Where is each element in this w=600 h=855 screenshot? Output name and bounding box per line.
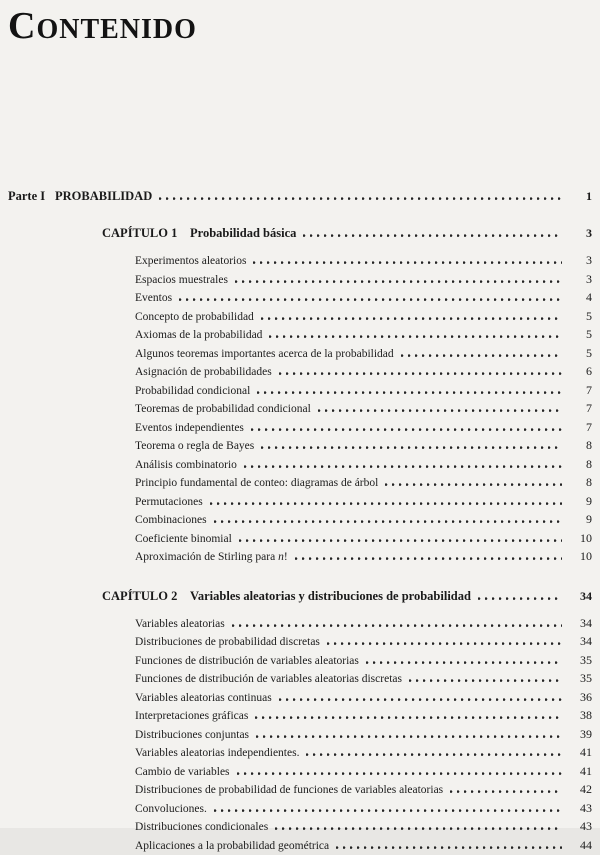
toc-item-row	[8, 382, 592, 401]
dot-leader	[261, 445, 562, 449]
toc-item-label: Asignación de probabilidades	[135, 364, 272, 382]
toc-item-label: Cambio de variables	[135, 764, 230, 782]
toc-item-row	[8, 511, 592, 530]
toc-item-row	[8, 252, 592, 271]
dot-leader	[159, 196, 562, 200]
toc-item-label: Distribuciones conjuntas	[135, 727, 249, 745]
dot-leader	[450, 789, 562, 793]
toc-item-page: 8	[566, 474, 592, 492]
toc-item-row	[8, 530, 592, 549]
toc-item-row	[8, 345, 592, 364]
toc-item-label: Algunos teoremas importantes acerca de la probabilidad	[135, 346, 394, 364]
toc-chapter	[8, 226, 592, 567]
toc-item-page: 8	[566, 437, 592, 455]
toc-item-page: 42	[566, 781, 592, 799]
dot-leader	[295, 556, 562, 560]
dot-leader	[253, 260, 562, 264]
toc-item-label: Probabilidad condicional	[135, 383, 250, 401]
dot-leader	[366, 660, 562, 664]
toc-item-row	[8, 633, 592, 652]
dot-leader	[478, 596, 562, 600]
page-title-initial: C	[8, 5, 36, 47]
toc-item-page: 8	[566, 456, 592, 474]
toc-item-page: 9	[566, 511, 592, 529]
dot-leader	[255, 715, 562, 719]
dot-leader	[256, 734, 562, 738]
toc-item-row	[8, 781, 592, 800]
toc-item-label: Coeficiente binomial	[135, 531, 232, 549]
toc-item-row	[8, 326, 592, 345]
toc-item-page: 4	[566, 289, 592, 307]
dot-leader	[179, 297, 562, 301]
toc-item-row	[8, 456, 592, 475]
toc-item-label: Axiomas de la probabilidad	[135, 327, 262, 345]
toc-item-page: 41	[566, 763, 592, 781]
toc-item-page: 43	[566, 800, 592, 818]
toc-item-page: 7	[566, 382, 592, 400]
toc-item-label: Variables aleatorias continuas	[135, 690, 272, 708]
toc-item-page: 35	[566, 652, 592, 670]
toc-item-row	[8, 308, 592, 327]
toc-item-label: Distribuciones de probabilidad discretas	[135, 634, 320, 652]
toc-item-page: 39	[566, 726, 592, 744]
toc-item-page: 6	[566, 363, 592, 381]
toc-item-row	[8, 800, 592, 819]
dot-leader	[257, 390, 562, 394]
toc-item-page: 44	[566, 837, 592, 855]
toc-item-page: 43	[566, 818, 592, 836]
toc-item-row	[8, 289, 592, 308]
toc-item-row	[8, 689, 592, 708]
toc-item-row	[8, 548, 592, 567]
toc-item-row	[8, 400, 592, 419]
toc-item-row	[8, 726, 592, 745]
chapter-page: 3	[566, 226, 592, 241]
toc-item-page: 38	[566, 707, 592, 725]
dot-leader	[210, 501, 562, 505]
toc-item-row	[8, 474, 592, 493]
dot-leader	[275, 826, 562, 830]
toc-item-label: Principio fundamental de conteo: diagramas de árbol	[135, 475, 378, 493]
toc-item-label: Concepto de probabilidad	[135, 309, 254, 327]
dot-leader	[336, 845, 562, 849]
toc-chapter-heading	[8, 226, 592, 241]
dot-leader	[409, 678, 562, 682]
toc-chapter-heading	[8, 589, 592, 604]
toc-item-label: Análisis combinatorio	[135, 457, 237, 475]
toc-item-label: Experimentos aleatorios	[135, 253, 246, 271]
toc-item-label: Interpretaciones gráficas	[135, 708, 248, 726]
toc-item-page: 5	[566, 345, 592, 363]
dot-leader	[303, 233, 562, 237]
toc-item-row	[8, 744, 592, 763]
dot-leader	[401, 353, 562, 357]
dot-leader	[214, 519, 562, 523]
page-title-rest: ONTENIDO	[36, 14, 196, 45]
dot-leader	[318, 408, 562, 412]
toc-item-page: 34	[566, 633, 592, 651]
toc-part-row	[8, 189, 592, 204]
toc-item-label: Eventos independientes	[135, 420, 244, 438]
dot-leader	[251, 427, 562, 431]
toc-item-label: Funciones de distribución de variables aleatorias	[135, 653, 359, 671]
toc-part-title: PROBABILIDAD	[55, 189, 152, 204]
toc-item-page: 9	[566, 493, 592, 511]
toc-item-label: Aplicaciones a la probabilidad geométrica	[135, 838, 329, 855]
toc-item-row	[8, 707, 592, 726]
toc-item-row	[8, 670, 592, 689]
toc-item-page: 7	[566, 400, 592, 418]
toc-part-page: 1	[566, 189, 592, 204]
toc-item-row	[8, 437, 592, 456]
dot-leader	[214, 808, 562, 812]
toc-item-page: 10	[566, 530, 592, 548]
chapter-label: CAPÍTULO 1	[102, 226, 190, 241]
dot-leader	[244, 464, 562, 468]
toc-item-row	[8, 493, 592, 512]
toc-item-label: Permutaciones	[135, 494, 203, 512]
toc-part-label: Parte I	[8, 189, 55, 204]
toc-item-label: Espacios muestrales	[135, 272, 228, 290]
toc-item-page: 34	[566, 615, 592, 633]
toc-item-page: 35	[566, 670, 592, 688]
dot-leader	[235, 279, 562, 283]
dot-leader	[279, 697, 562, 701]
toc-item-row	[8, 837, 592, 855]
toc-item-page: 5	[566, 308, 592, 326]
toc-item-row	[8, 271, 592, 290]
chapter-page: 34	[566, 589, 592, 604]
dot-leader	[385, 482, 562, 486]
dot-leader	[237, 771, 562, 775]
toc-item-label: Eventos	[135, 290, 172, 308]
toc-item-page: 5	[566, 326, 592, 344]
toc-item-row	[8, 818, 592, 837]
toc-item-label: Teorema o regla de Bayes	[135, 438, 254, 456]
chapter-items	[8, 615, 592, 855]
chapter-title: Probabilidad básica	[190, 226, 296, 241]
toc-item-row	[8, 615, 592, 634]
toc-item-label: Aproximación de Stirling para n!	[135, 549, 288, 567]
toc-item-label: Funciones de distribución de variables aleatorias discretas	[135, 671, 402, 689]
dot-leader	[239, 538, 562, 542]
dot-leader	[279, 371, 562, 375]
toc-item-label: Distribuciones condicionales	[135, 819, 268, 837]
dot-leader	[327, 641, 562, 645]
toc-item-label: Convoluciones.	[135, 801, 207, 819]
page-title	[8, 6, 592, 50]
chapters	[8, 226, 592, 855]
toc-item-label: Variables aleatorias independientes.	[135, 745, 299, 763]
toc-item-label: Variables aleatorias	[135, 616, 225, 634]
dot-leader	[261, 316, 562, 320]
toc-item-row	[8, 419, 592, 438]
toc-item-label: Teoremas de probabilidad condicional	[135, 401, 311, 419]
toc-item-page: 3	[566, 252, 592, 270]
toc-item-label: Combinaciones	[135, 512, 207, 530]
toc-item-row	[8, 652, 592, 671]
toc-item-page: 36	[566, 689, 592, 707]
chapter-items	[8, 252, 592, 567]
dot-leader	[306, 752, 562, 756]
toc-item-row	[8, 763, 592, 782]
chapter-title: Variables aleatorias y distribuciones de probabilidad	[190, 589, 471, 604]
toc-chapter	[8, 589, 592, 855]
toc-item-page: 3	[566, 271, 592, 289]
dot-leader	[232, 623, 562, 627]
toc-item-label: Distribuciones de probabilidad de funciones de variables aleatorias	[135, 782, 443, 800]
chapter-label: CAPÍTULO 2	[102, 589, 190, 604]
toc-item-row	[8, 363, 592, 382]
dot-leader	[269, 334, 562, 338]
toc-item-page: 41	[566, 744, 592, 762]
toc-item-page: 10	[566, 548, 592, 566]
toc-item-page: 7	[566, 419, 592, 437]
